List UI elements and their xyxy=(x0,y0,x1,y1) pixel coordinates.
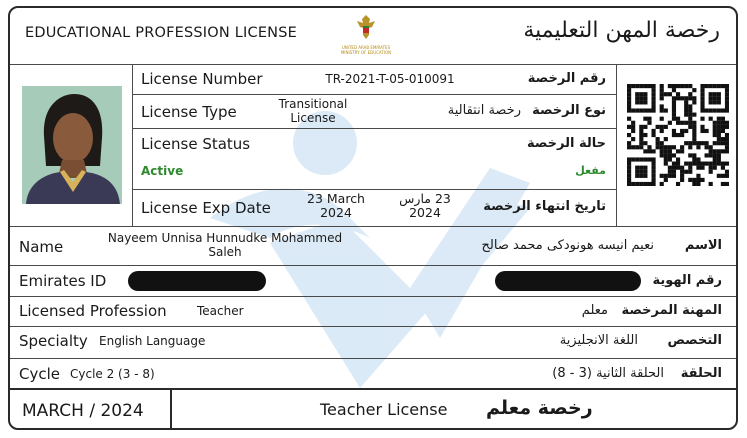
license-number-label-ar: رقم الرخصة xyxy=(527,71,606,86)
license-number-value: TR-2021-T-05-010091 xyxy=(325,72,455,86)
cycle-value: Cycle 2 (3 - 8) xyxy=(70,367,155,381)
divider xyxy=(132,189,616,190)
divider xyxy=(10,296,738,297)
divider xyxy=(10,64,738,65)
specialty-value: English Language xyxy=(99,334,206,348)
redacted-emirates-id xyxy=(128,271,266,291)
divider xyxy=(10,358,738,359)
qr-code xyxy=(627,84,729,186)
emblem-text-2: MINISTRY OF EDUCATION xyxy=(340,50,392,55)
status-badge: Active xyxy=(141,164,184,178)
profession-value: Teacher xyxy=(197,304,244,318)
license-status-label-ar: حالة الرخصة xyxy=(526,136,606,151)
license-type-value-ar: رخصة انتقالية xyxy=(447,103,521,118)
divider xyxy=(132,128,616,129)
license-number-label: License Number xyxy=(141,70,263,88)
status-badge-ar: مفعل xyxy=(575,164,606,177)
license-card xyxy=(8,6,738,430)
profession-value-ar: معلم xyxy=(581,303,608,318)
name-label: Name xyxy=(19,238,64,256)
license-exp-value-ar: 23 مارس 2024 xyxy=(399,191,451,220)
cycle-label-ar: الحلقة xyxy=(680,366,722,381)
profession-label-ar: المهنة المرخصة xyxy=(621,303,722,318)
specialty-label-ar: التخصص xyxy=(667,333,722,348)
cycle-value-ar: الحلقة الثانية (3 - 8) xyxy=(552,366,664,381)
specialty-label: Specialty xyxy=(19,332,88,350)
header-title-en: EDUCATIONAL PROFESSION LICENSE xyxy=(25,25,297,41)
divider xyxy=(10,326,738,327)
license-exp-label-ar: تاريخ انتهاء الرخصة xyxy=(483,199,606,214)
emblem-text-1: UNITED ARAB EMIRATES xyxy=(341,45,391,50)
license-type-label-ar: نوع الرخصة xyxy=(532,103,606,118)
name-value: Nayeem Unnisa Hunnudke Mohammed Saleh xyxy=(107,231,343,259)
cycle-label: Cycle xyxy=(19,365,60,383)
footer-type-ar: رخصة معلم xyxy=(486,397,593,419)
divider xyxy=(132,64,133,226)
divider xyxy=(170,389,172,430)
divider xyxy=(10,265,738,266)
emirates-id-label-ar: رقم الهوية xyxy=(652,273,722,288)
name-label-ar: الاسم xyxy=(684,238,722,253)
divider xyxy=(10,226,738,227)
uae-emblem xyxy=(335,13,397,61)
emirates-id-label: Emirates ID xyxy=(19,272,107,290)
holder-photo xyxy=(22,86,122,204)
profession-label: Licensed Profession xyxy=(19,302,167,320)
redacted-emirates-id-ar xyxy=(495,271,641,291)
license-type-label: License Type xyxy=(141,103,237,121)
divider xyxy=(132,94,616,95)
license-exp-value: 23 March 2024 xyxy=(307,191,365,220)
license-exp-label: License Exp Date xyxy=(141,199,271,217)
name-value-ar: نعيم انيسه هونودكى محمد صالح xyxy=(481,238,654,253)
falcon-emblem-icon xyxy=(353,13,379,41)
header-title-ar: رخصة المهن التعليمية xyxy=(523,18,720,43)
license-status-label: License Status xyxy=(141,135,251,153)
footer-type-en: Teacher License xyxy=(320,400,448,419)
divider xyxy=(616,64,617,226)
divider xyxy=(10,388,738,390)
specialty-value-ar: اللغة الانجليزية xyxy=(559,333,638,348)
license-type-value: Transitional License xyxy=(278,97,348,125)
issue-date: MARCH / 2024 xyxy=(22,401,144,421)
